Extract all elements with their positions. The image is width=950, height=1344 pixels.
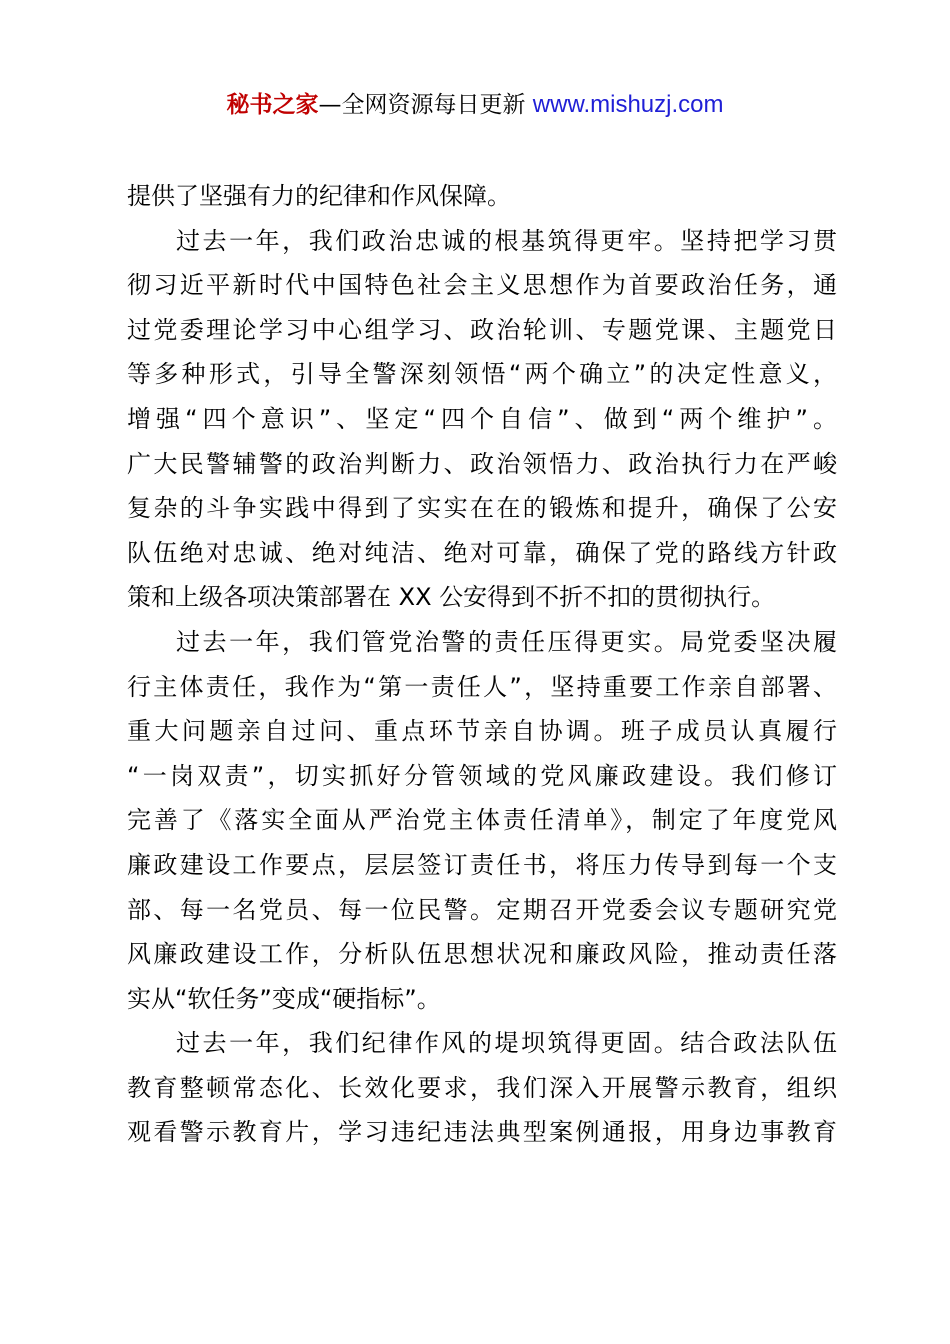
paragraph [127, 1021, 837, 1155]
text-line: 部、每一名党员、每一位民警。定期召开党委会议专题研究党 [127, 895, 837, 924]
text-line: 过去一年，我们管党治警的责任压得更实。局党委坚决履 [176, 627, 837, 656]
brand-name: 秘书之家 [226, 92, 319, 118]
text-line: “一岗双责”，切实抓好分管领域的党风廉政建设。我们修订 [127, 761, 837, 790]
text-line: 廉政建设工作要点，层层签订责任书，将压力传导到每一个支 [127, 850, 837, 879]
paragraph [127, 174, 837, 219]
text-line: 增强“四个意识”、坚定“四个自信”、做到“两个维护”。 [127, 404, 837, 433]
text-line: 教育整顿常态化、长效化要求，我们深入开展警示教育，组织 [127, 1073, 837, 1102]
paragraph [127, 620, 837, 1021]
text-line: 队伍绝对忠诚、绝对纯洁、绝对可靠，确保了党的路线方针政 [127, 538, 837, 567]
text-line: 复杂的斗争实践中得到了实实在在的锻炼和提升，确保了公安 [127, 494, 837, 523]
text-line: 策和上级各项决策部署在 XX 公安得到不折不扣的贯彻执行。 [127, 583, 776, 612]
text-line: 广大民警辅警的政治判断力、政治领悟力、政治执行力在严峻 [127, 449, 837, 478]
text-line: 行主体责任，我作为“第一责任人”，坚持重要工作亲自部署、 [127, 672, 837, 701]
text-line: 过去一年，我们纪律作风的堤坝筑得更固。结合政法队伍 [176, 1029, 837, 1058]
website-link[interactable]: www.mishuzj.com [532, 91, 724, 118]
header-tagline: —全网资源每日更新 [318, 92, 533, 118]
text-line: 完善了《落实全面从严治党主体责任清单》，制定了年度党风 [127, 806, 837, 835]
text-line: 风廉政建设工作，分析队伍思想状况和廉政风险，推动责任落 [127, 940, 837, 969]
text-line: 彻习近平新时代中国特色社会主义思想作为首要政治任务，通 [127, 271, 837, 300]
document-body [127, 174, 837, 1155]
text-line: 提供了坚强有力的纪律和作风保障。 [127, 182, 511, 210]
text-line: 等多种形式，引导全警深刻领悟“两个确立”的决定性意义， [127, 360, 837, 389]
text-line: 重大问题亲自过问、重点环节亲自协调。班子成员认真履行 [127, 717, 837, 746]
text-line: 过去一年，我们政治忠诚的根基筑得更牢。坚持把学习贯 [176, 226, 837, 255]
text-line: 实从“软任务”变成“硬指标”。 [127, 984, 441, 1013]
text-line: 观看警示教育片，学习违纪违法典型案例通报，用身边事教育 [127, 1118, 837, 1147]
paragraph [127, 219, 837, 620]
page-header [0, 88, 950, 122]
text-line: 过党委理论学习中心组学习、政治轮训、专题党课、主题党日 [127, 315, 837, 344]
